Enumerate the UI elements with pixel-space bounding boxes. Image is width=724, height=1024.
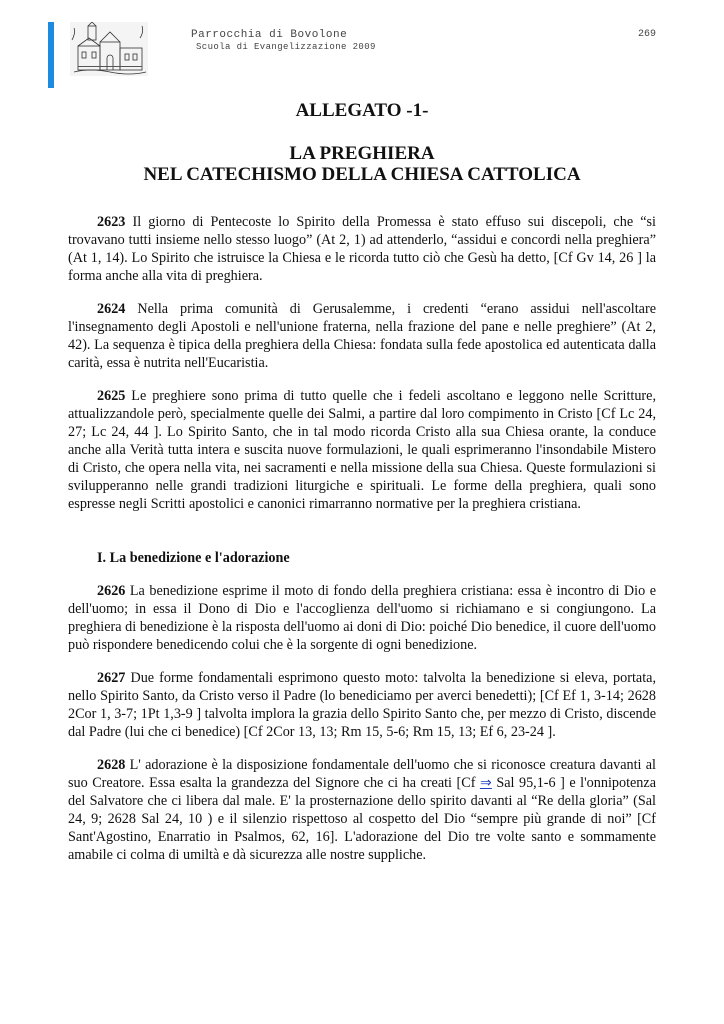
section-heading: I. La benedizione e l'adorazione [97,550,290,566]
paragraph-2627 [68,669,656,741]
paragraph-number: 2623 [97,214,126,230]
paragraph-number: 2625 [97,388,126,404]
page-number: 269 [638,29,657,40]
paragraph-number: 2626 [97,583,126,599]
paragraph-text: Nella prima comunità di Gerusalemme, i credenti “erano assidui nell'ascoltare l'insegnamento degli Apostoli e nell'unione fraterna, nella frazione del pane e nelle preghiere” (At 2, 42). La sequenza è tipica della preghiera della Chiesa: fondata sulla fede apostolica ed autenticata dalla carità, essa è nutrita nell'Eucaristia. [68,301,656,371]
paragraph-text: Il giorno di Pentecoste lo Spirito della Promessa è stato effuso sui discepoli, che “si trovavano tutti insieme nello stesso luogo” (At 2, 1) ad attenderlo, “assidui e concordi nella preghiera” (At 1, 14). Lo Spirito che istruisce la Chiesa e le ricorda tutto ciò che Gesù ha detto, [Cf Gv 14, 26 ] la forma anche alla vita di preghiera. [68,214,656,284]
paragraph-number: 2624 [97,301,126,317]
paragraph-text: Le preghiere sono prima di tutto quelle che i fedeli ascoltano e leggono nelle Scritture, attualizzandole però, specialmente quelle dei Salmi, a partire dal loro compimento in Cristo [Cf Lc 24, 27; Lc 24, 44 ]. Lo Spirito Santo, che in tal modo ricorda Cristo alla sua Chiesa orante, la conduce anche alla Verità tutta intera e suscita nuove formulazioni, le quali esprimeranno l'insondabile Mistero di Cristo, che opera nella vita, nei sacramenti e nella missione della sua Chiesa. Queste formulazioni si svilupperanno nelle grandi tradizioni liturgiche e spirituali. Le forme della preghiera, quali sono espresse negli Scritti apostolici e canonici rimarranno normative per la preghiera cristiana. [68,388,656,512]
document-body [68,213,656,864]
paragraph-text: Due forme fondamentali esprimono questo moto: talvolta la benedizione si eleva, portata, nello Spirito Santo, da Cristo verso il Padre (lo benediciamo per averci benedetti); [Cf Ef 1, 3-14; 2628 2Cor 1, 3-7; 1Pt 1,3-9 ] talvolta implora la grazia dello Spirito Santo che, per mezzo di Cristo, discende dal Padre (lui che ci benedice) [Cf 2Cor 13, 13; Rm 15, 5-6; Rm 15, 13; Ef 6, 23-24 ]. [68,670,656,740]
reference-arrow-link[interactable]: ⇒ [479,775,492,791]
paragraph-2628 [68,756,656,864]
church-logo-icon [70,22,148,76]
paragraph-2626 [68,582,656,654]
paragraph-number: 2627 [97,670,126,686]
paragraph-2623 [68,213,656,285]
paragraph-text: L' adorazione è la disposizione fondamentale dell'uomo che si riconosce creatura davanti al suo Creatore. Essa esalta la grandezza del Signore che ci ha creati [Cf [68,757,656,791]
allegato-title: ALLEGATO -1- [295,100,429,121]
paragraph-number: 2628 [97,757,126,773]
header-accent-bar [48,22,54,88]
paragraph-text: La benedizione esprime il moto di fondo della preghiera cristiana: essa è incontro di Dio e dell'uomo; in essa il Dono di Dio e l'accoglienza dell'uomo si richiamano e si congiungono. La preghiera di benedizione è la risposta dell'uomo ai doni di Dio: poiché Dio benedice, il cuore dell'uomo può rispondere benedicendo colui che è la sorgente di ogni benedizione. [68,583,656,653]
document-title-line1: LA PREGHIERA [289,143,435,164]
header-parish: Parrocchia di Bovolone [191,29,348,41]
header-school: Scuola di Evangelizzazione 2009 [196,42,376,52]
paragraph-2625 [68,387,656,513]
document-title-line2: NEL CATECHISMO DELLA CHIESA CATTOLICA [143,164,581,185]
paragraph-2624 [68,300,656,372]
paragraph-text-continued: Sal 95,1-6 ] e l'onnipotenza del Salvatore che ci libera dal male. E' la prosternazione dello spirito davanti al “Re della gloria” (Sal 24, 9; 2628 Sal 24, 10 ) e il silenzio rispettoso al cospetto del Dio “sempre più grande di noi” [Cf Sant'Agostino, Enarratio in Psalmos, 62, 16]. L'adorazione del Dio tre volte santo e sommamente amabile ci colma di umiltà e dà sicurezza alle nostre suppliche. [68,775,656,863]
